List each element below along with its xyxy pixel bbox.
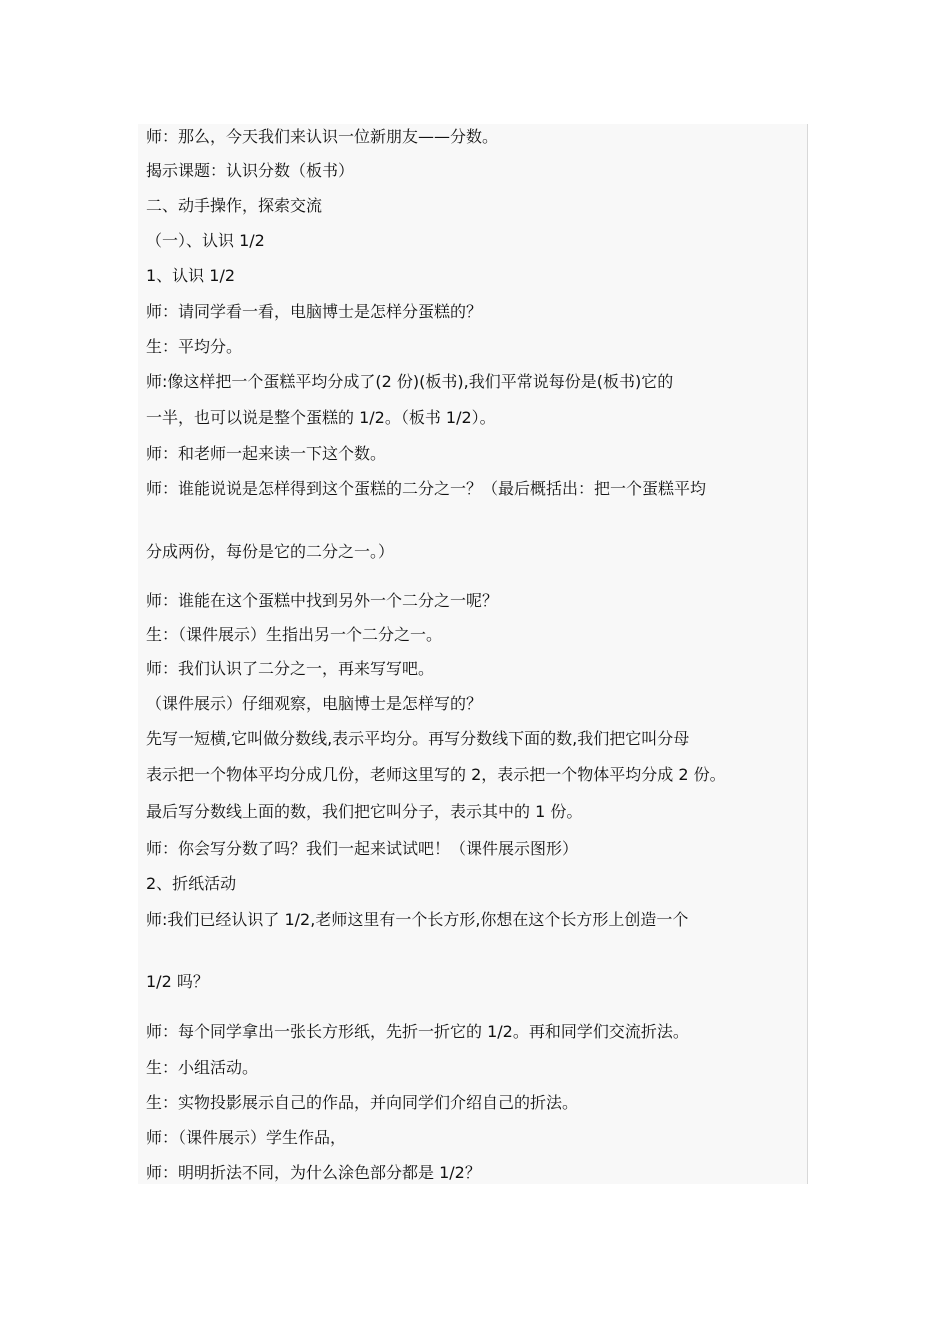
text-line: 师：那么，今天我们来认识一位新朋友——分数。 — [146, 127, 499, 146]
text-line: 师:像这样把一个蛋糕平均分成了(2 份)(板书),我们平常说每份是(板书)它的 — [146, 372, 674, 391]
text-line: 师：我们认识了二分之一，再来写写吧。 — [146, 659, 435, 678]
text-line: 一半，也可以说是整个蛋糕的 1/2。（板书 1/2）。 — [146, 408, 496, 427]
subsection-heading: 2、折纸活动 — [146, 874, 237, 893]
text-line: 生：平均分。 — [146, 337, 243, 356]
subsection-heading: 1、认识 1/2 — [146, 266, 236, 285]
text-line: 师：每个同学拿出一张长方形纸，先折一折它的 1/2。再和同学们交流折法。 — [146, 1022, 689, 1041]
document-body — [138, 124, 808, 1184]
text-line: 最后写分数线上面的数，我们把它叫分子，表示其中的 1 份。 — [146, 802, 583, 821]
text-line: 师：和老师一起来读一下这个数。 — [146, 444, 387, 463]
section-heading: 二、动手操作，探索交流 — [146, 196, 323, 215]
text-line: 揭示课题：认识分数（板书） — [146, 161, 355, 180]
text-line: 师：谁能在这个蛋糕中找到另外一个二分之一呢？ — [146, 591, 499, 610]
text-line: 1/2 吗？ — [146, 972, 209, 991]
text-line: 生：小组活动。 — [146, 1058, 259, 1077]
text-line: 师：你会写分数了吗？我们一起来试试吧！（课件展示图形） — [146, 839, 579, 858]
text-line: 先写一短横,它叫做分数线,表示平均分。再写分数线下面的数,我们把它叫分母 — [146, 729, 690, 748]
text-line: 师:我们已经认识了 1/2,老师这里有一个长方形,你想在这个长方形上创造一个 — [146, 910, 689, 929]
text-line: 师：谁能说说是怎样得到这个蛋糕的二分之一？（最后概括出：把一个蛋糕平均 — [146, 479, 707, 498]
subsection-heading: （一）、认识 1/2 — [146, 231, 265, 250]
text-line: 师：明明折法不同，为什么涂色部分都是 1/2？ — [146, 1163, 481, 1182]
text-line: 师：请同学看一看，电脑博士是怎样分蛋糕的？ — [146, 302, 483, 321]
text-line: 分成两份，每份是它的二分之一。） — [146, 542, 395, 561]
text-line: 师：（课件展示）学生作品， — [146, 1128, 347, 1147]
text-line: 生：（课件展示）生指出另一个二分之一。 — [146, 625, 443, 644]
text-line: 生：实物投影展示自己的作品，并向同学们介绍自己的折法。 — [146, 1093, 579, 1112]
text-line: 表示把一个物体平均分成几份，老师这里写的 2，表示把一个物体平均分成 2 份。 — [146, 765, 726, 784]
text-line: （课件展示）仔细观察，电脑博士是怎样写的？ — [146, 694, 483, 713]
